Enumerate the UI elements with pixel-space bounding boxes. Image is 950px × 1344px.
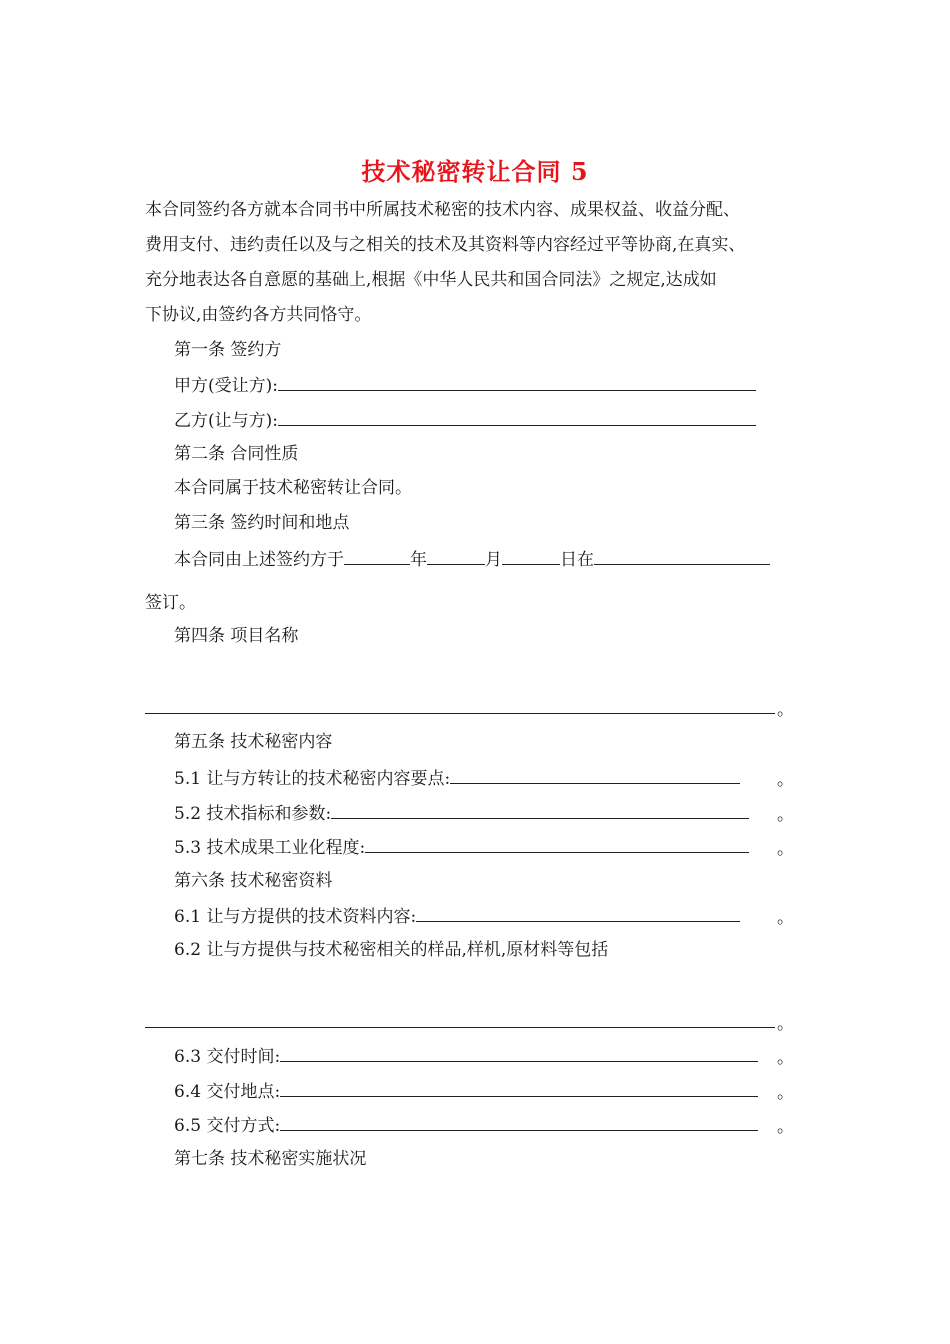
- year-label: 年: [410, 550, 427, 570]
- item-6-2-label: 6.2 让与方提供与技术秘密相关的样品,样机,原材料等包括: [174, 940, 609, 960]
- item-6-1-label: 6.1 让与方提供的技术资料内容:: [174, 907, 417, 927]
- period-mark: 。: [777, 1048, 794, 1068]
- signing-date-row: [174, 546, 770, 572]
- project-name-blank[interactable]: [145, 695, 775, 714]
- intro-line-4: 下协议,由签约各方共同恪守。: [145, 305, 372, 325]
- party-a-row: [174, 372, 756, 398]
- item-5-1-blank[interactable]: [450, 765, 740, 784]
- article-4-heading: 第四条 项目名称: [174, 626, 299, 646]
- month-label: 月: [485, 550, 502, 570]
- party-b-label: 乙方(让与方):: [174, 411, 278, 431]
- item-6-2-row: [145, 1009, 775, 1035]
- period-mark: 。: [777, 700, 794, 720]
- item-6-4-row: [174, 1078, 758, 1104]
- item-5-2-label: 5.2 技术指标和参数:: [174, 804, 332, 824]
- item-5-2-row: [174, 800, 749, 826]
- period-mark: 。: [777, 1014, 794, 1034]
- party-b-row: [174, 407, 756, 433]
- item-5-1-label: 5.1 让与方转让的技术秘密内容要点:: [174, 769, 451, 789]
- document-title: 技术秘密转让合同 5: [361, 157, 589, 186]
- signing-end: 签订。: [145, 593, 196, 613]
- article-2-heading: 第二条 合同性质: [174, 444, 299, 464]
- item-6-3-row: [174, 1043, 758, 1069]
- item-6-5-label: 6.5 交付方式:: [174, 1116, 281, 1136]
- item-6-4-blank[interactable]: [280, 1078, 758, 1097]
- signing-prefix: 本合同由上述签约方于: [174, 550, 344, 570]
- day-label: 日在: [560, 550, 594, 570]
- item-5-2-blank[interactable]: [331, 800, 749, 819]
- intro-line-2: 费用支付、违约责任以及与之相关的技术及其资料等内容经过平等协商,在真实、: [145, 235, 746, 255]
- intro-line-3: 充分地表达各自意愿的基础上,根据《中华人民共和国合同法》之规定,达成如: [145, 270, 717, 290]
- article-3-heading: 第三条 签约时间和地点: [174, 513, 350, 533]
- party-b-blank[interactable]: [278, 407, 756, 426]
- article-2-text: 本合同属于技术秘密转让合同。: [174, 478, 412, 498]
- intro-line-1: 本合同签约各方就本合同书中所属技术秘密的技术内容、成果权益、收益分配、: [145, 200, 740, 220]
- item-6-4-label: 6.4 交付地点:: [174, 1082, 281, 1102]
- article-7-heading: 第七条 技术秘密实施状况: [174, 1149, 367, 1169]
- month-blank[interactable]: [427, 546, 485, 565]
- article-1-heading: 第一条 签约方: [174, 340, 282, 360]
- article-6-heading: 第六条 技术秘密资料: [174, 871, 333, 891]
- year-blank[interactable]: [344, 546, 410, 565]
- party-a-label: 甲方(受让方):: [174, 376, 278, 396]
- party-a-blank[interactable]: [278, 372, 756, 391]
- item-6-3-blank[interactable]: [280, 1043, 758, 1062]
- item-6-1-row: [174, 903, 740, 929]
- item-5-3-row: [174, 834, 749, 860]
- item-5-3-blank[interactable]: [365, 834, 749, 853]
- item-6-1-blank[interactable]: [416, 903, 740, 922]
- period-mark: 。: [777, 839, 794, 859]
- day-blank[interactable]: [502, 546, 560, 565]
- period-mark: 。: [777, 805, 794, 825]
- item-6-5-blank[interactable]: [280, 1112, 758, 1131]
- item-6-3-label: 6.3 交付时间:: [174, 1047, 281, 1067]
- project-name-row: [145, 695, 775, 721]
- period-mark: 。: [777, 1117, 794, 1137]
- item-5-3-label: 5.3 技术成果工业化程度:: [174, 838, 366, 858]
- article-5-heading: 第五条 技术秘密内容: [174, 732, 333, 752]
- item-5-1-row: [174, 765, 740, 791]
- period-mark: 。: [777, 908, 794, 928]
- item-6-2-blank[interactable]: [145, 1009, 775, 1028]
- period-mark: 。: [777, 770, 794, 790]
- period-mark: 。: [777, 1083, 794, 1103]
- item-6-5-row: [174, 1112, 758, 1138]
- place-blank[interactable]: [594, 546, 770, 565]
